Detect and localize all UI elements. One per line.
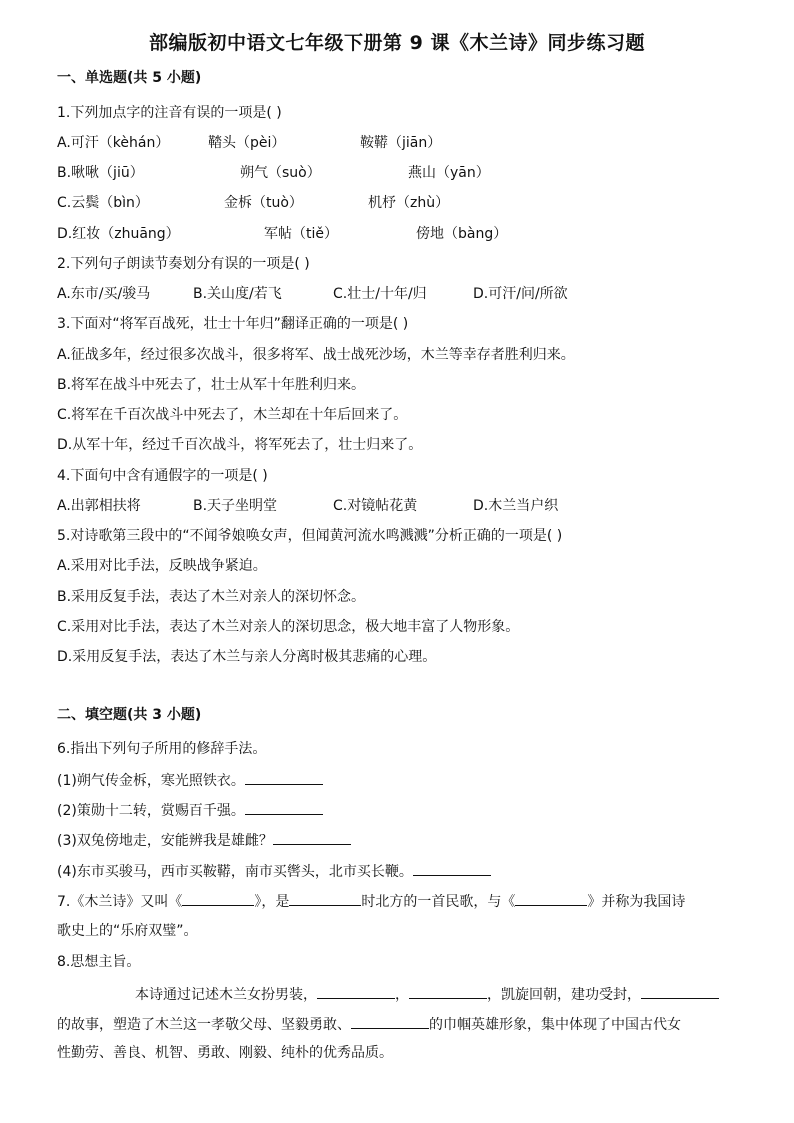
question-2-options [57,284,777,304]
option-text: A.出郭相扶将 [57,498,141,514]
question-6-item-3 [57,829,351,851]
question-8-line-3: 性勤劳、善良、机智、勇敢、刚毅、纯朴的优秀品质。 [57,1045,393,1061]
option-text: B.天子坐明堂 [193,498,278,514]
question-3-stem: 3.下面对“将军百战死，壮士十年归”翻译正确的一项是( ) [57,316,409,332]
answer-blank[interactable] [273,829,351,845]
question-7-text: 》并称为我国诗 [587,894,686,910]
option-text: 军帖（tiě） [264,226,338,242]
answer-blank[interactable] [289,890,361,906]
question-5-stem: 5.对诗歌第三段中的“不闻爷娘唤女声，但闻黄河流水鸣溅溅”分析正确的一项是( ) [57,528,563,544]
option-text: 鞍鞯（jiān） [360,135,442,151]
question-5-option-b: B.采用反复手法，表达了木兰对亲人的深切怀念。 [57,589,366,605]
question-3-option-d: D.从军十年，经过千百次战斗，将军死去了，壮士归来了。 [57,437,423,453]
answer-blank[interactable] [182,890,254,906]
option-text: D.红妆（zhuāng） [57,226,180,242]
question-1-option-d [57,224,777,244]
option-text: 机杼（zhù） [368,195,450,211]
question-6-stem: 6.指出下列句子所用的修辞手法。 [57,741,267,757]
option-text: 燕山（yān） [408,165,490,181]
answer-blank[interactable] [515,890,587,906]
question-8-text: ， [395,987,409,1003]
item-text: (4)东市买骏马，西市买鞍鞯，南市买辔头，北市买长鞭。 [57,864,413,880]
question-4-stem: 4.下面句中含有通假字的一项是( ) [57,468,268,484]
question-6-item-4 [57,860,491,882]
option-text: D.木兰当户织 [473,498,559,514]
item-text: (1)朔气传金柝，寒光照铁衣。 [57,773,245,789]
option-text: C.壮士/十年/归 [333,286,427,302]
question-8-line-2 [57,1013,681,1035]
item-text: (2)策勋十二转，赏赐百千强。 [57,803,245,819]
question-5-option-a: A.采用对比手法，反映战争紧迫。 [57,558,267,574]
answer-blank[interactable] [409,983,487,999]
question-7-text: 时北方的一首民歌，与《 [361,894,516,910]
question-2-stem: 2.下列句子朗读节奏划分有误的一项是( ) [57,256,310,272]
page-title: 部编版初中语文七年级下册第 9 课《木兰诗》同步练习题 [149,32,645,54]
option-text: A.东市/买/骏马 [57,286,151,302]
option-text: D.可汗/问/所欲 [473,286,568,302]
option-text: 鞜头（pèi） [208,135,286,151]
option-text: A.可汗（kèhán） [57,135,170,151]
section-heading-single-choice: 一、单选题(共 5 小题) [57,70,202,86]
question-1-option-a [57,133,777,153]
option-text: 朔气（suò） [240,165,321,181]
question-3-option-c: C.将军在千百次战斗中死去了，木兰却在十年后回来了。 [57,407,408,423]
question-7-text: 7.《木兰诗》又叫《 [57,894,183,910]
question-8-line-1 [57,983,719,1005]
question-4-options [57,496,777,516]
question-7-text: 》，是 [254,894,290,910]
question-5-option-d: D.采用反复手法，表达了木兰与亲人分离时极其悲痛的心理。 [57,649,437,665]
answer-blank[interactable] [413,860,491,876]
option-text: C.云鬓（bìn） [57,195,149,211]
option-text: C.对镜帖花黄 [333,498,418,514]
question-1-stem: 1.下列加点字的注音有误的一项是( ) [57,105,282,121]
question-6-item-1 [57,769,323,791]
option-text: B.啾啾（jiū） [57,165,144,181]
question-8-text: 的巾帼英雄形象，集中体现了中国古代女 [429,1017,681,1033]
question-8-text: 的故事，塑造了木兰这一孝敬父母、坚毅勇敢、 [57,1017,351,1033]
question-7-line-1 [57,890,685,912]
question-3-option-b: B.将军在战斗中死去了，壮士从军十年胜利归来。 [57,377,366,393]
answer-blank[interactable] [351,1013,429,1029]
question-8-stem: 8.思想主旨。 [57,954,141,970]
question-8-text: 本诗通过记述木兰女扮男装， [135,987,317,1003]
answer-blank[interactable] [641,983,719,999]
question-8-text: ，凯旋回朝，建功受封， [487,987,641,1003]
question-5-option-c: C.采用对比手法，表达了木兰对亲人的深切思念，极大地丰富了人物形象。 [57,619,520,635]
section-heading-fill-blank: 二、填空题(共 3 小题) [57,707,202,723]
option-text: B.关山度/若飞 [193,286,282,302]
question-1-option-b [57,163,777,183]
question-1-option-c [57,193,777,213]
question-3-option-a: A.征战多年，经过很多次战斗，很多将军、战士战死沙场，木兰等幸存者胜利归来。 [57,347,575,363]
answer-blank[interactable] [245,769,323,785]
option-text: 傍地（bàng） [416,226,508,242]
item-text: (3)双兔傍地走，安能辨我是雄雌？ [57,833,273,849]
question-6-item-2 [57,799,323,821]
answer-blank[interactable] [317,983,395,999]
answer-blank[interactable] [245,799,323,815]
question-7-line-2: 歌史上的“乐府双璧”。 [57,923,198,939]
option-text: 金柝（tuò） [224,195,303,211]
